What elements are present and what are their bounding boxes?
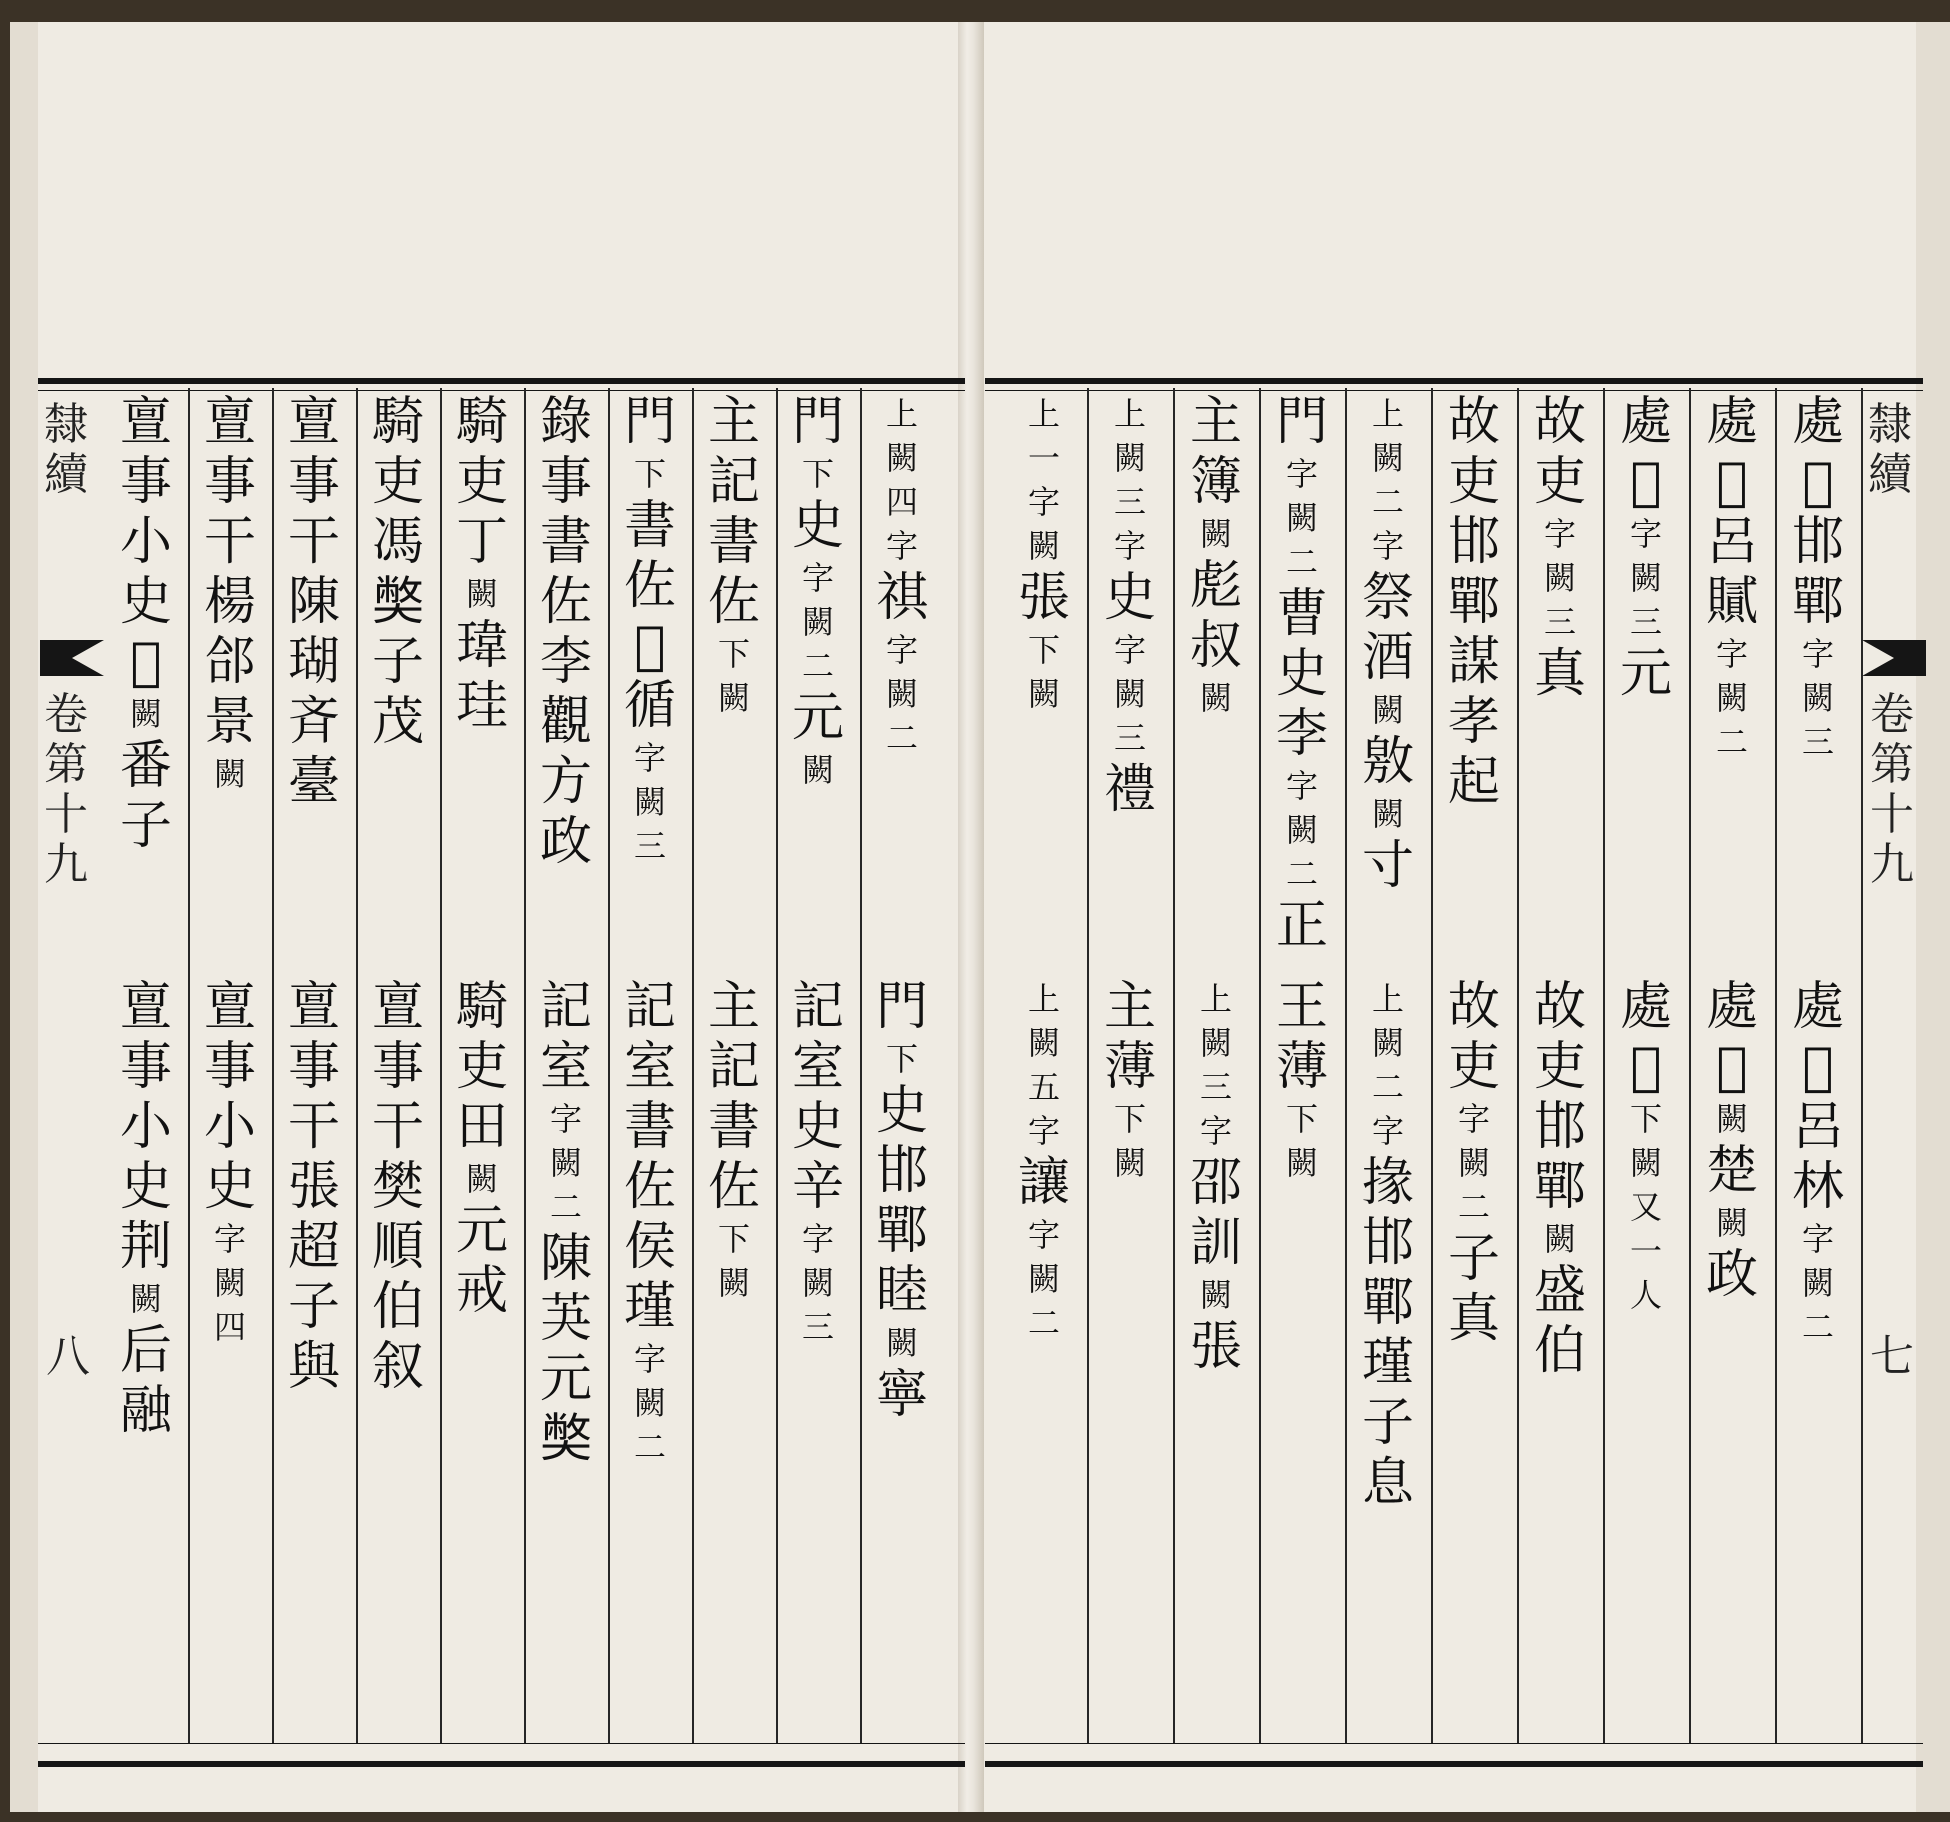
column-lower-text: 上 闕 五 字 讓 字 闕 二 [1017, 980, 1070, 1342]
column-rule [1689, 388, 1691, 1743]
column-lower-text: 處 𡉈 下 闕 又 一 人 [1619, 977, 1672, 1314]
column-upper-text: 故 吏 字 闕 三 真 [1533, 392, 1586, 704]
right-column [1176, 392, 1256, 1742]
right-column [1606, 392, 1686, 1742]
left-column [106, 392, 186, 1742]
fish-tail-mark-icon [40, 640, 104, 676]
right-page-number: 七 [1870, 1331, 1914, 1382]
column-upper-text: 亶 事 小 史 𡉈 闕 番 子 [119, 392, 172, 856]
right-margin-volume: 卷 第 十 九 [1870, 689, 1914, 890]
column-lower-text: 處 𡉈 闕 楚 闕 政 [1705, 977, 1758, 1305]
column-lower-text: 亶 事 干 張 超 子 與 [287, 977, 340, 1397]
column-upper-text: 門 下 書 佐 𡉈 循 字 闕 三 [623, 392, 676, 865]
right-column [1090, 392, 1170, 1742]
left-column [526, 392, 606, 1742]
left-column [274, 392, 354, 1742]
column-upper-text: 故 吏 邯 鄲 謀 孝 起 [1447, 392, 1500, 812]
column-lower-text: 主 薄 下 闕 [1103, 977, 1156, 1182]
right-column [1348, 392, 1428, 1742]
column-rule [1775, 388, 1777, 1743]
right-margin-title: 隸 續 [1868, 399, 1912, 500]
column-rule [1517, 388, 1519, 1743]
column-lower-text: 亶 事 小 史 字 闕 四 [203, 977, 256, 1346]
column-lower-text: 故 吏 字 闕 二 子 真 [1447, 977, 1500, 1349]
left-column [778, 392, 858, 1742]
column-upper-text: 處 𡉈 邯 鄲 字 闕 三 [1791, 392, 1844, 761]
column-lower-text: 主 記 書 佐 下 闕 [707, 977, 760, 1302]
column-rule [1345, 388, 1347, 1743]
column-lower-text: 記 室 字 闕 二 陳 芵 元 𡚁 [539, 977, 592, 1469]
column-rule [1259, 388, 1261, 1743]
left-page-number: 八 [46, 1331, 90, 1382]
column-lower-text: 記 室 書 佐 侯 瑾 字 闕 二 [623, 977, 676, 1466]
column-upper-text: 主 簿 闕 彪 叔 闕 [1189, 392, 1242, 717]
column-upper-text: 主 記 書 佐 下 闕 [707, 392, 760, 717]
right-column [1434, 392, 1514, 1742]
column-lower-text: 故 吏 邯 鄲 闕 盛 伯 [1533, 977, 1586, 1381]
left-column [358, 392, 438, 1742]
column-rule [1173, 388, 1175, 1743]
column-rule [1087, 388, 1089, 1743]
left-margin-title: 隸 續 [44, 399, 88, 500]
column-upper-text: 處 𡉈 呂 𧸐 字 闕 二 [1705, 392, 1758, 761]
left-column [694, 392, 774, 1742]
column-lower-text: 處 𡉈 呂 林 字 闕 二 [1791, 977, 1844, 1346]
right-column [1004, 392, 1084, 1742]
column-upper-text: 上 闕 三 字 史 字 闕 三 禮 [1103, 395, 1156, 820]
column-upper-text: 上 闕 二 字 祭 酒 闕 敫 闕 寸 [1361, 395, 1414, 896]
right-column [1778, 392, 1858, 1742]
column-lower-text: 門 下 史 邯 鄲 睦 闕 寧 [875, 977, 928, 1425]
column-upper-text: 錄 事 書 佐 李 觀 方 政 [539, 392, 592, 872]
column-lower-text: 上 闕 三 字 邵 訓 闕 張 [1189, 980, 1242, 1377]
column-lower-text: 記 室 史 辛 字 闕 三 [791, 977, 844, 1346]
column-upper-text: 上 闕 四 字 祺 字 闕 二 [875, 395, 928, 757]
column-lower-text: 王 薄 下 闕 [1275, 977, 1328, 1182]
column-upper-text: 門 下 史 字 闕 二 元 闕 [791, 392, 844, 789]
column-upper-text: 上 一 字 闕 張 下 闕 [1017, 395, 1070, 713]
left-column [862, 392, 942, 1742]
column-lower-text: 亶 事 干 樊 順 伯 叙 [371, 977, 424, 1397]
column-rule [1431, 388, 1433, 1743]
left-margin-volume: 卷 第 十 九 [44, 689, 88, 890]
column-upper-text: 騎 吏 丁 闕 瑋 珪 [455, 392, 508, 736]
left-column [442, 392, 522, 1742]
right-column [1692, 392, 1772, 1742]
column-lower-text: 上 闕 二 字 掾 邯 鄲 瑾 子 息 [1361, 980, 1414, 1513]
column-rule [1861, 388, 1863, 1743]
right-column [1262, 392, 1342, 1742]
left-column [610, 392, 690, 1742]
column-lower-text: 騎 吏 田 闕 元 戒 [455, 977, 508, 1321]
column-upper-text: 處 𡉈 字 闕 三 元 [1619, 392, 1672, 704]
left-column [190, 392, 270, 1742]
column-rule [1603, 388, 1605, 1743]
column-upper-text: 門 字 闕 二 曹 史 李 字 闕 二 正 [1275, 392, 1328, 956]
column-upper-text: 亶 事 干 楊 郃 景 闕 [203, 392, 256, 793]
column-upper-text: 亶 事 干 陳 瑚 斉 臺 [287, 392, 340, 812]
column-lower-text: 亶 事 小 史 荆 闕 后 融 [119, 977, 172, 1441]
right-column [1520, 392, 1600, 1742]
column-upper-text: 騎 吏 馮 𡚁 子 茂 [371, 392, 424, 752]
fish-tail-mark-icon [1862, 640, 1926, 676]
